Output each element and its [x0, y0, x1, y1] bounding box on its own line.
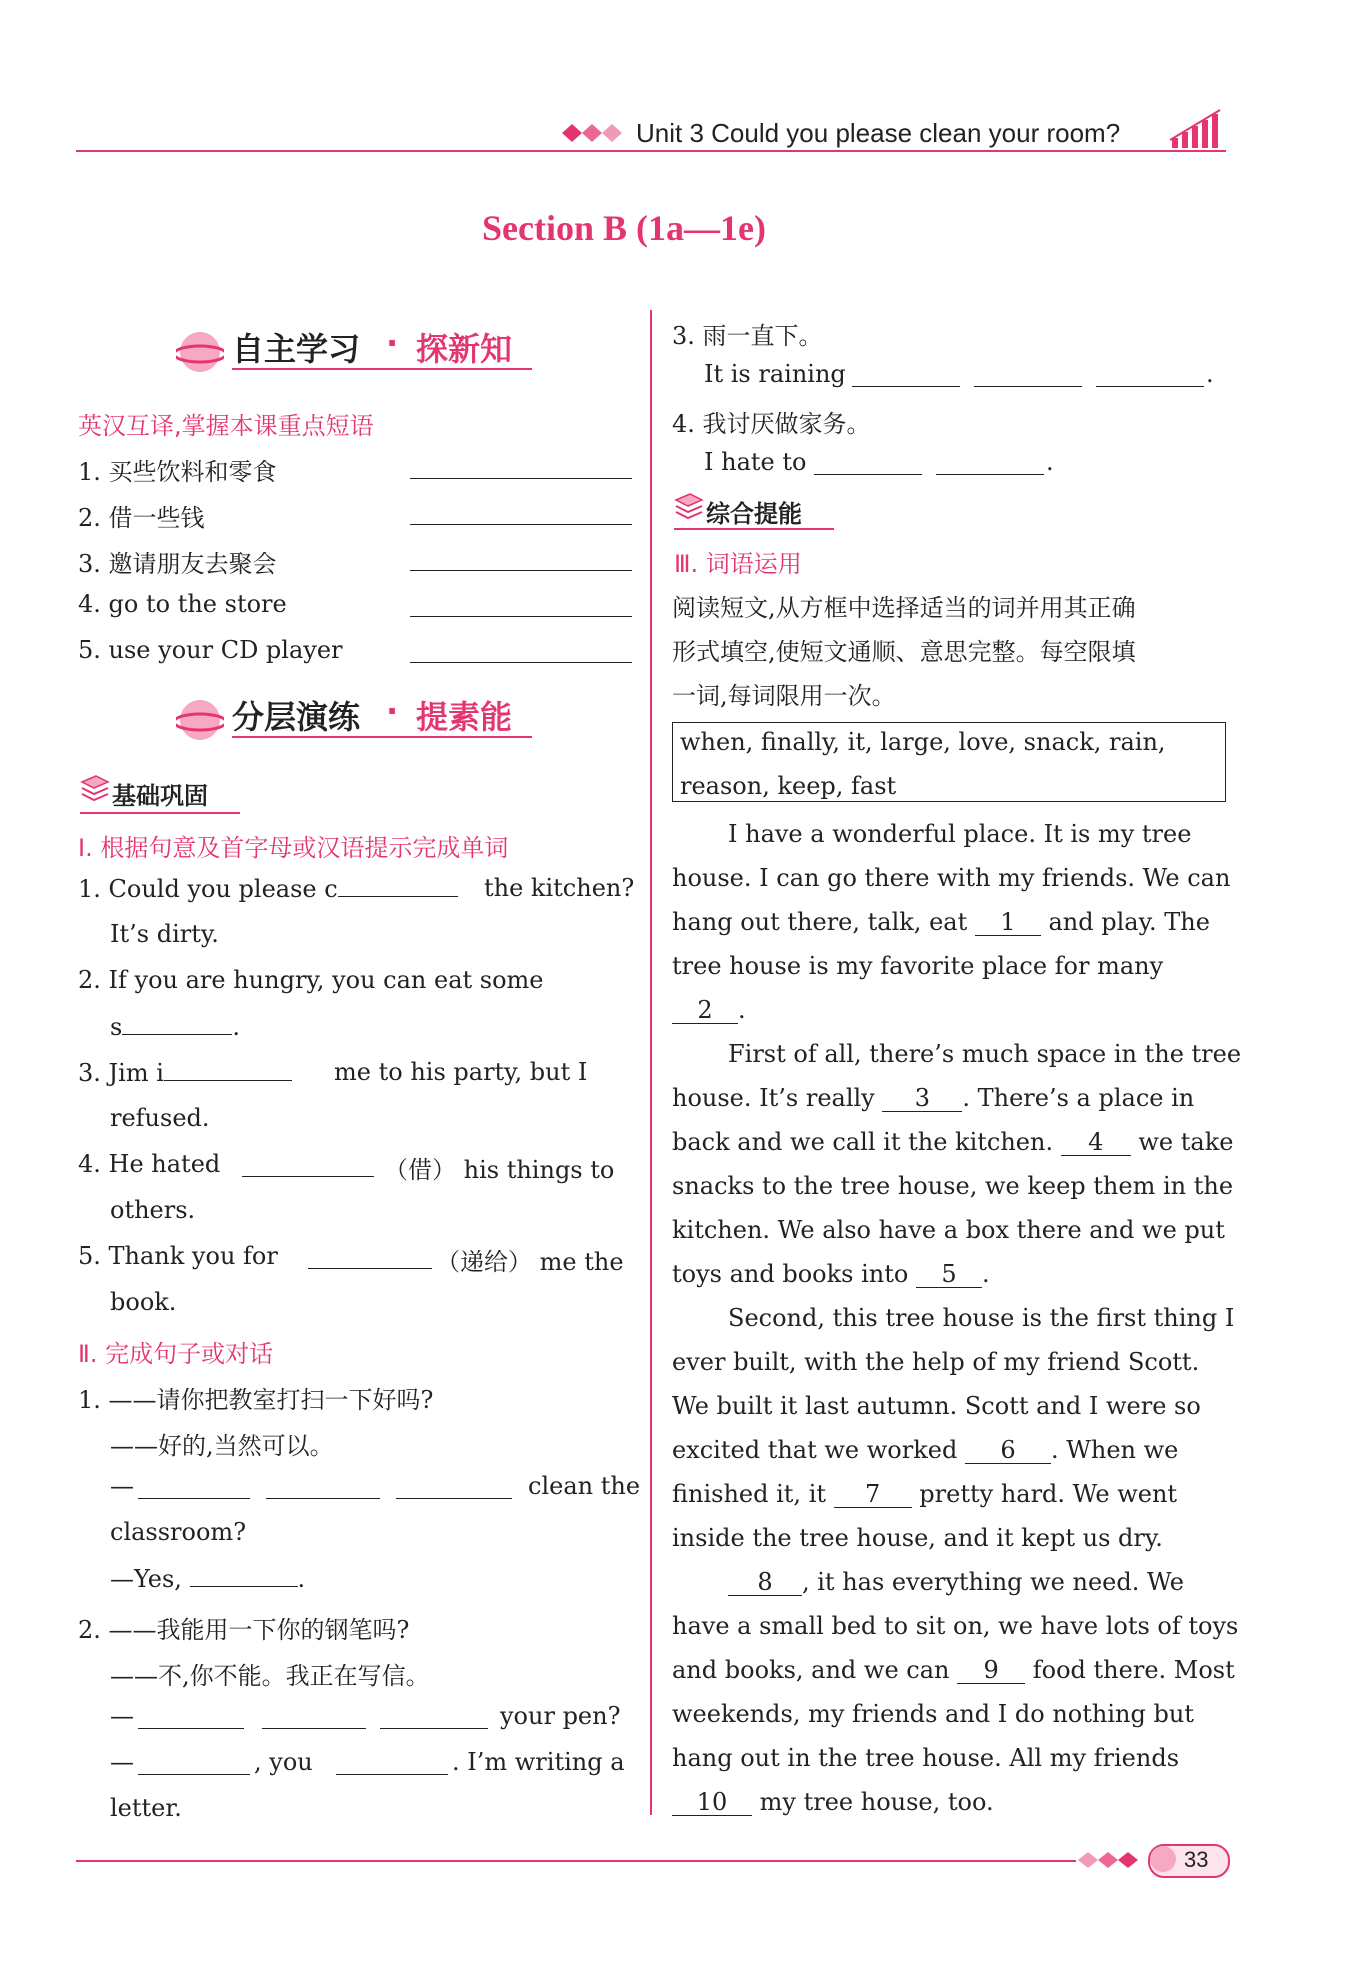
passage-line: have a small bed to sit on, we have lots of toys	[672, 1612, 1239, 1640]
passage-line: ever built, with the help of my friend Scott.	[672, 1348, 1200, 1376]
part-i-q2-letter: s	[110, 1013, 123, 1041]
part-ii-q2-end: your pen?	[500, 1702, 621, 1730]
answer-line[interactable]	[410, 524, 632, 525]
passage-text: and books, and we can	[672, 1656, 950, 1684]
task1-item: 3. 邀请朋友去聚会	[78, 550, 277, 578]
part-i-q2-cont	[110, 1012, 240, 1041]
right-q3-sentence: It is raining	[704, 360, 846, 388]
passage-line	[672, 1260, 990, 1288]
globe-icon	[176, 696, 224, 744]
part-ii-q1: 1. ——请你把教室打扫一下好吗?	[78, 1386, 434, 1414]
banner-self-study-b: 探新知	[416, 330, 513, 368]
passage-blank-9[interactable]: 9	[957, 1657, 1025, 1684]
answer-blank[interactable]	[338, 874, 458, 897]
passage-blank-10[interactable]: 10	[672, 1789, 752, 1816]
passage-line	[672, 1480, 1177, 1508]
passage-blank-2[interactable]: 2	[672, 997, 738, 1024]
passage-text: .	[738, 996, 746, 1024]
banner-self-study	[176, 320, 536, 380]
column-divider	[650, 310, 652, 1815]
task1-item: 4. go to the store	[78, 590, 287, 618]
right-q4-sentence: I hate to	[704, 448, 807, 476]
answer-line[interactable]	[936, 474, 1044, 475]
part-i-q4-cont: others.	[110, 1196, 196, 1224]
part-ii-q2-mid: , you	[254, 1748, 313, 1776]
banner-practice-dot: ·	[386, 692, 399, 730]
header-unit-title: Unit 3 Could you please clean your room?	[636, 118, 1121, 148]
passage-text: my tree house, too.	[759, 1788, 994, 1816]
globe-icon	[176, 328, 224, 376]
sub-heading-underline	[674, 528, 834, 530]
part-i-q2: 2. If you are hungry, you can eat some	[78, 966, 544, 994]
header-bars-icon	[1170, 108, 1228, 154]
passage-line: kitchen. We also have a box there and we put	[672, 1216, 1225, 1244]
part-i-q3	[78, 1058, 292, 1087]
answer-line[interactable]	[1096, 386, 1204, 387]
part-i-q1-text: 1. Could you please c	[78, 875, 338, 903]
answer-blank[interactable]	[122, 1012, 232, 1035]
answer-line[interactable]	[410, 478, 632, 479]
passage-blank-5[interactable]: 5	[916, 1261, 982, 1288]
passage-line	[672, 1656, 1235, 1684]
banner-self-study-dot: ·	[386, 324, 399, 362]
part-i-q3-cont: refused.	[110, 1104, 210, 1132]
answer-line[interactable]	[852, 386, 960, 387]
part-i-q4: 4. He hated	[78, 1150, 221, 1178]
part-ii-q1-yes: —Yes,	[110, 1565, 182, 1593]
instruction-line: 形式填空,使短文通顺、意思完整。每空限填	[672, 638, 1136, 666]
part-i-q3-end: me to his party, but I	[334, 1058, 588, 1086]
header-arrows-icon	[560, 120, 626, 150]
passage-text: excited that we worked	[672, 1436, 958, 1464]
answer-blank[interactable]	[164, 1058, 292, 1081]
answer-line[interactable]	[396, 1498, 512, 1499]
task1-label: 英汉互译,掌握本课重点短语	[78, 412, 374, 440]
passage-line: First of all, there’s much space in the tree	[728, 1040, 1242, 1068]
passage-text: food there. Most	[1032, 1656, 1235, 1684]
passage-blank-4[interactable]: 4	[1061, 1129, 1131, 1156]
answer-line[interactable]	[262, 1728, 366, 1729]
right-q3-period: .	[1206, 360, 1214, 388]
part-i-q1	[78, 874, 458, 903]
task1-item: 1. 买些饮料和零食	[78, 458, 277, 486]
passage-line	[672, 908, 1210, 936]
answer-line[interactable]	[308, 1268, 432, 1269]
banner-underline	[232, 368, 532, 370]
passage-blank-8[interactable]: 8	[728, 1569, 802, 1596]
sub-heading-basic: 基础巩固	[112, 782, 208, 810]
part-ii-q2-dash2: —	[110, 1748, 134, 1776]
passage-text: finished it, it	[672, 1480, 827, 1508]
word-box-line: when, finally, it, large, love, snack, rain,	[680, 728, 1166, 756]
passage-line	[672, 1436, 1178, 1464]
page-number: 33	[1184, 1847, 1209, 1872]
banner-self-study-a: 自主学习	[232, 330, 361, 368]
part-i-q5: 5. Thank you for	[78, 1242, 278, 1270]
passage-text: toys and books into	[672, 1260, 909, 1288]
answer-line[interactable]	[138, 1498, 250, 1499]
part-ii-label: Ⅱ. 完成句子或对话	[78, 1340, 274, 1368]
answer-line[interactable]	[410, 616, 632, 617]
part-i-q4-end: （借） his things to	[384, 1156, 615, 1184]
passage-line	[672, 1128, 1233, 1156]
banner-underline	[232, 736, 532, 738]
part-i-q1-end: the kitchen?	[484, 874, 635, 902]
passage-blank-1[interactable]: 1	[975, 909, 1041, 936]
word-box-line: reason, keep, fast	[680, 772, 897, 800]
passage-text: and play. The	[1048, 908, 1210, 936]
part-ii-q2-answer: ——不,你不能。我正在写信。	[110, 1662, 430, 1690]
header-rule	[76, 150, 1226, 152]
footer-rule	[76, 1860, 1076, 1862]
part-i-q5-end: （递给） me the	[436, 1248, 624, 1276]
part-ii-q1-answer: ——好的,当然可以。	[110, 1432, 334, 1460]
part-i-q1-cont: It’s dirty.	[110, 920, 219, 948]
passage-text: hang out there, talk, eat	[672, 908, 968, 936]
answer-line[interactable]	[974, 386, 1082, 387]
part-ii-q1-end: clean the	[528, 1472, 641, 1500]
page-number-badge	[1148, 1844, 1226, 1876]
instruction-line: 阅读短文,从方框中选择适当的词并用其正确	[672, 594, 1136, 622]
part-i-label: Ⅰ. 根据句意及首字母或汉语提示完成单词	[78, 834, 509, 862]
instruction-line: 一词,每词限用一次。	[672, 682, 896, 710]
right-q4: 4. 我讨厌做家务。	[672, 410, 871, 438]
answer-line[interactable]	[266, 1498, 380, 1499]
answer-line[interactable]	[336, 1774, 448, 1775]
passage-line: Second, this tree house is the first thing I	[728, 1304, 1235, 1332]
part-ii-q1-dash: —	[110, 1472, 134, 1500]
part-i-q3-text: 3. Jim i	[78, 1059, 164, 1087]
passage-text: , it has everything we need. We	[802, 1568, 1184, 1596]
banner-practice-a: 分层演练	[232, 698, 361, 736]
passage-line: house. I can go there with my friends. We can	[672, 864, 1231, 892]
passage-line	[672, 1084, 1194, 1112]
part-ii-q2-end2: . I’m writing a	[452, 1748, 625, 1776]
passage-line: We built it last autumn. Scott and I were so	[672, 1392, 1201, 1420]
sub-heading-underline	[80, 812, 240, 814]
passage-line: hang out in the tree house. All my friends	[672, 1744, 1180, 1772]
part-i-q2-period: .	[232, 1013, 240, 1041]
right-q4-period: .	[1046, 448, 1054, 476]
passage-text: house. It’s really	[672, 1084, 875, 1112]
passage-text: . When we	[1050, 1436, 1179, 1464]
right-q3: 3. 雨一直下。	[672, 322, 823, 350]
passage-line	[672, 1788, 994, 1816]
part-ii-q2-dash: —	[110, 1702, 134, 1730]
book-stack-icon	[674, 492, 704, 522]
passage-text: .	[981, 1260, 990, 1288]
passage-text: back and we call it the kitchen.	[672, 1128, 1054, 1156]
passage-text: pretty hard. We went	[919, 1480, 1178, 1508]
passage-blank-3[interactable]: 3	[882, 1085, 962, 1112]
answer-line[interactable]	[138, 1728, 244, 1729]
part-ii-q1-period: .	[297, 1565, 306, 1593]
passage-line: inside the tree house, and it kept us dry.	[672, 1524, 1163, 1552]
answer-line[interactable]	[814, 474, 922, 475]
part-ii-q1-reply	[110, 1564, 305, 1593]
passage-line: snacks to the tree house, we keep them in the	[672, 1172, 1234, 1200]
answer-blank[interactable]	[190, 1564, 298, 1587]
passage-line: weekends, my friends and I do nothing but	[672, 1700, 1194, 1728]
passage-text: we take	[1138, 1128, 1234, 1156]
task1-item: 2. 借一些钱	[78, 504, 205, 532]
section-title: Section B (1a—1e)	[482, 208, 766, 248]
footer-arrows-icon	[1076, 1847, 1146, 1877]
passage-line: tree house is my favorite place for many	[672, 952, 1164, 980]
passage-line: I have a wonderful place. It is my tree	[728, 820, 1192, 848]
banner-practice	[176, 688, 536, 748]
answer-line[interactable]	[410, 662, 632, 663]
answer-line[interactable]	[380, 1728, 488, 1729]
part-ii-q2-cont: letter.	[110, 1794, 182, 1822]
answer-line[interactable]	[242, 1176, 374, 1177]
passage-line	[672, 996, 746, 1024]
task1-item: 5. use your CD player	[78, 636, 343, 664]
answer-line[interactable]	[138, 1774, 250, 1775]
sub-heading-comprehensive: 综合提能	[706, 500, 802, 528]
book-stack-icon	[80, 774, 110, 804]
answer-line[interactable]	[410, 570, 632, 571]
passage-blank-6[interactable]: 6	[965, 1437, 1051, 1464]
part-ii-q1-cont: classroom?	[110, 1518, 247, 1546]
passage-text: . There’s a place in	[962, 1084, 1195, 1112]
part-iii-label: Ⅲ. 词语运用	[674, 550, 802, 578]
part-i-q5-cont: book.	[110, 1288, 177, 1316]
part-ii-q2: 2. ——我能用一下你的钢笔吗?	[78, 1616, 410, 1644]
passage-blank-7[interactable]: 7	[834, 1481, 912, 1508]
passage-line	[728, 1568, 1184, 1596]
banner-practice-b: 提素能	[416, 698, 513, 736]
